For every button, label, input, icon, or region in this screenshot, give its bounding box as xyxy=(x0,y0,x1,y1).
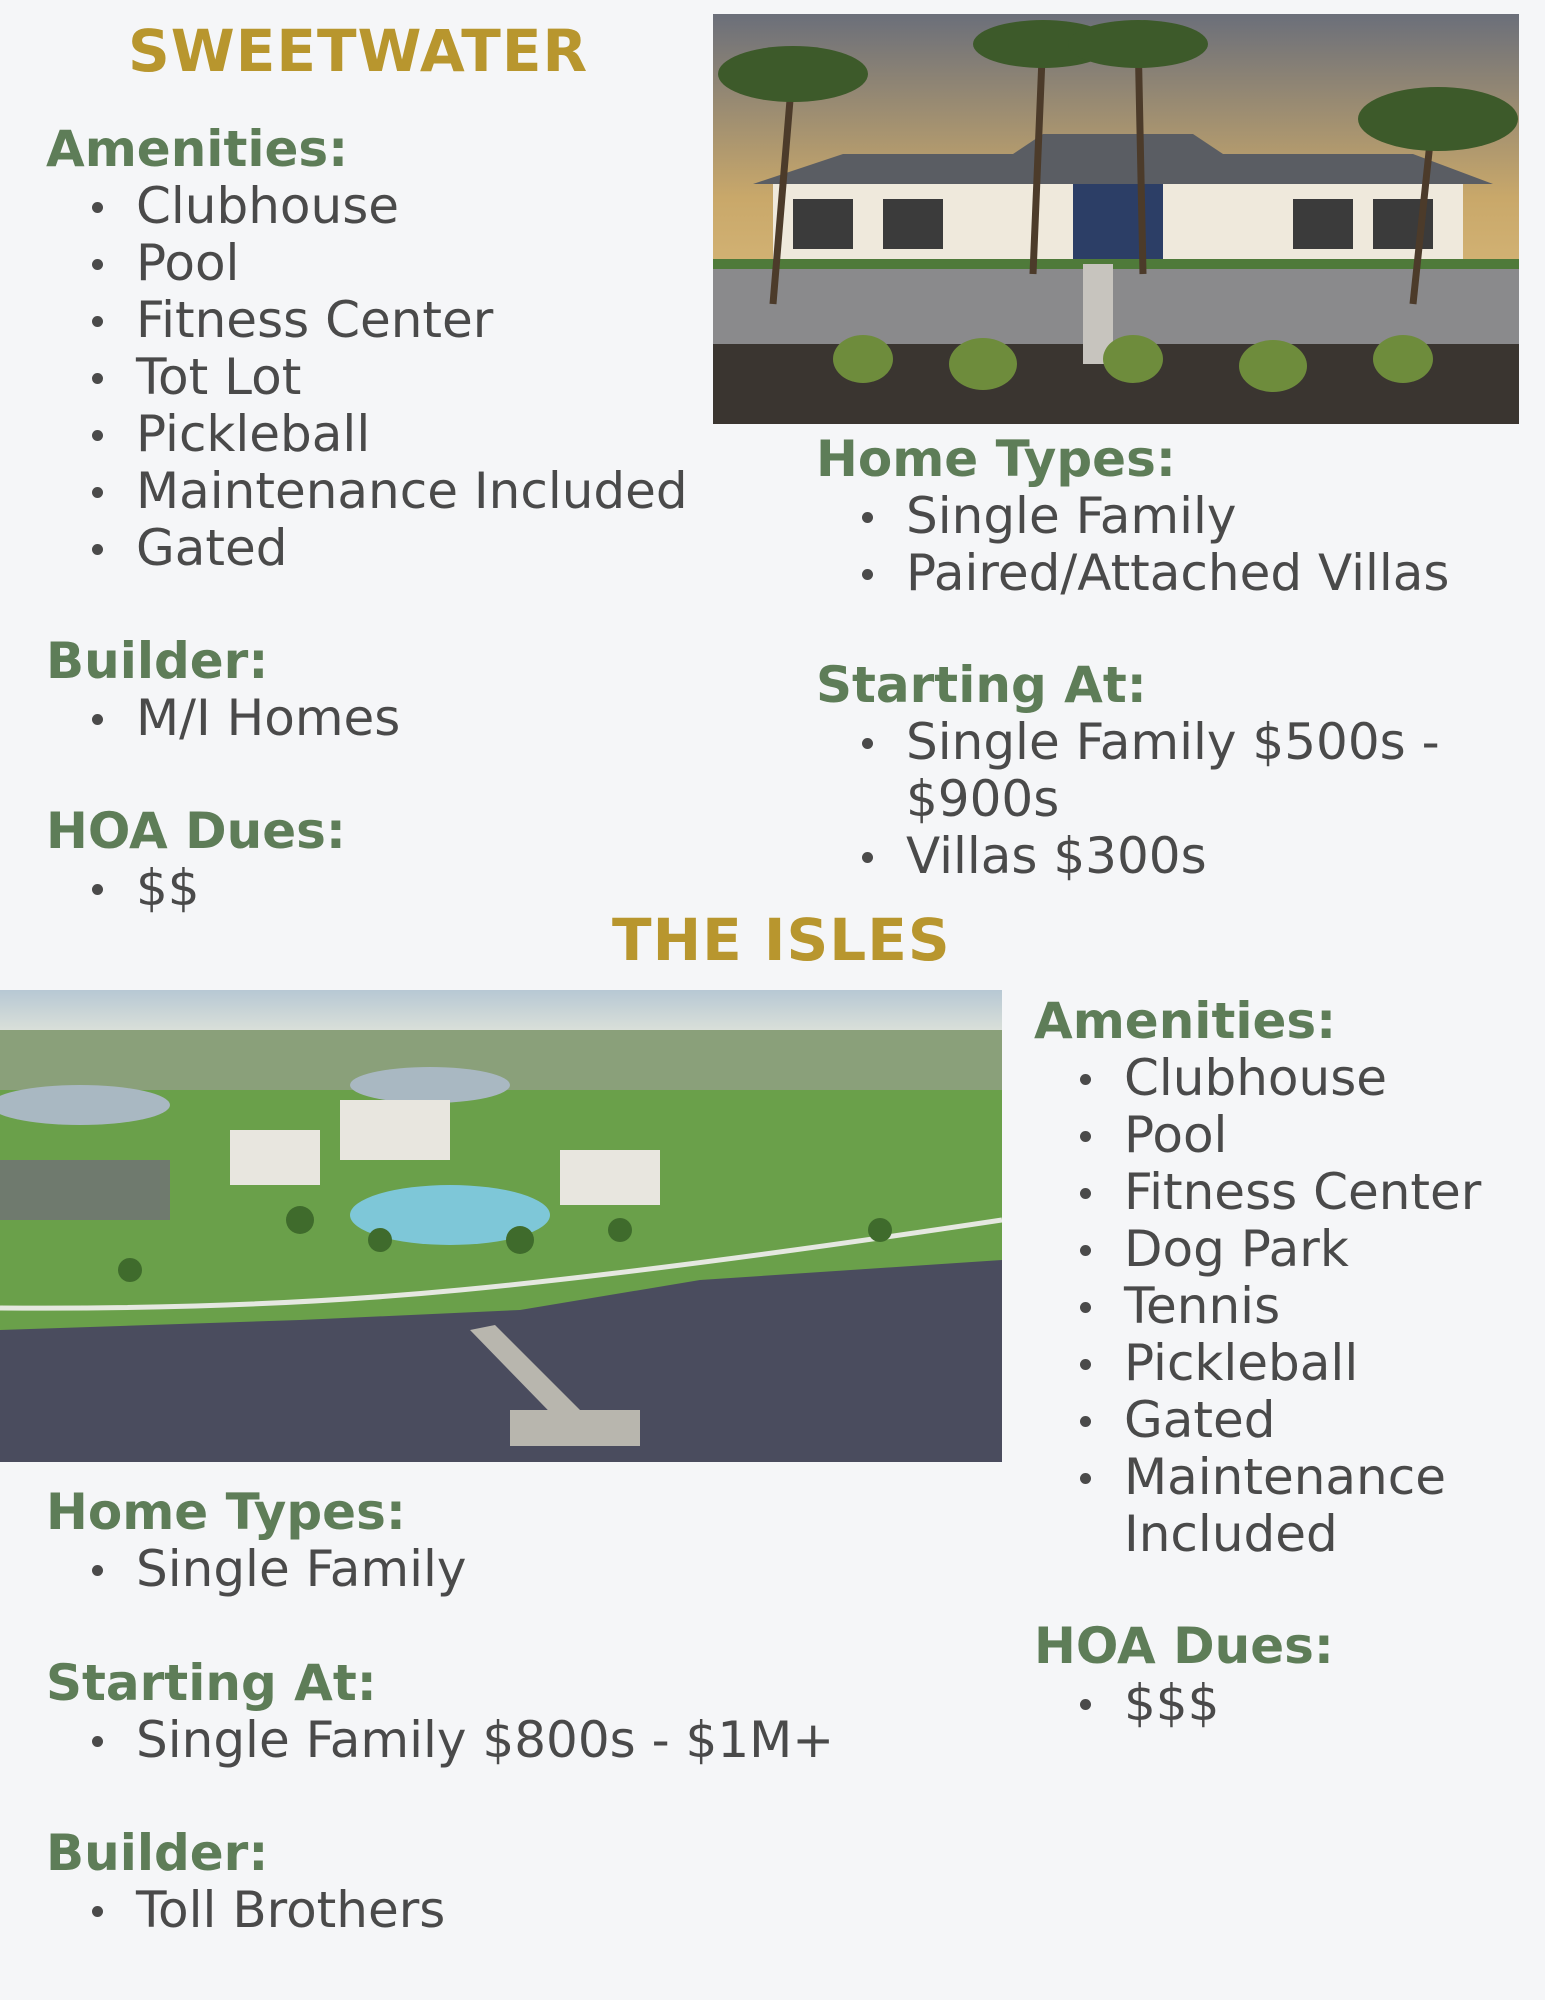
list-item: Clubhouse xyxy=(1034,1050,1534,1107)
list-item: Paired/Attached Villas xyxy=(816,545,1449,602)
sweetwater-amenities xyxy=(46,120,688,577)
list-item: Maintenance Included xyxy=(46,463,688,520)
sweetwater-home-types-list xyxy=(816,488,1449,602)
sweetwater-starting-at-heading: Starting At: xyxy=(816,656,1147,714)
clubhouse-image xyxy=(713,14,1519,424)
list-item: Pool xyxy=(46,235,688,292)
list-item: Clubhouse xyxy=(46,178,688,235)
isles-home-types-list xyxy=(46,1541,467,1598)
isles-aerial-photo xyxy=(0,990,1002,1462)
sweetwater-home-types xyxy=(816,430,1449,602)
isles-hoa xyxy=(1034,1617,1334,1732)
list-item: Fitness Center xyxy=(1034,1164,1534,1221)
list-item: Dog Park xyxy=(1034,1221,1534,1278)
list-item: Pool xyxy=(1034,1107,1534,1164)
list-item: $$$ xyxy=(1034,1675,1334,1732)
sweetwater-starting-at-list xyxy=(816,714,1516,885)
isles-starting-at-list xyxy=(46,1712,834,1769)
isles-builder-heading: Builder: xyxy=(46,1824,269,1882)
isles-hoa-list xyxy=(1034,1675,1334,1732)
isles-starting-at-heading: Starting At: xyxy=(46,1654,377,1712)
isles-home-types xyxy=(46,1483,467,1598)
sweetwater-hoa xyxy=(46,802,346,917)
list-item: Single Family $800s - $1M+ xyxy=(46,1712,834,1769)
isles-amenities xyxy=(1034,992,1534,1563)
isles-amenities-list xyxy=(1034,1050,1534,1563)
isles-builder-list xyxy=(46,1882,445,1939)
isles-starting-at xyxy=(46,1654,834,1769)
list-item: Toll Brothers xyxy=(46,1882,445,1939)
sweetwater-title: SWEETWATER xyxy=(128,17,589,85)
isles-home-types-heading: Home Types: xyxy=(46,1483,406,1541)
sweetwater-hoa-heading: HOA Dues: xyxy=(46,802,346,860)
list-item: Tot Lot xyxy=(46,349,688,406)
list-item: Pickleball xyxy=(46,406,688,463)
isles-title: THE ISLES xyxy=(612,906,951,974)
list-item: Villas $300s xyxy=(816,828,1516,885)
aerial-image xyxy=(0,990,1002,1462)
sweetwater-amenities-heading: Amenities: xyxy=(46,120,349,178)
sweetwater-builder-heading: Builder: xyxy=(46,632,269,690)
list-item: Maintenance Included xyxy=(1034,1449,1534,1563)
list-item: $$ xyxy=(46,860,346,917)
sweetwater-hoa-list xyxy=(46,860,346,917)
list-item: Fitness Center xyxy=(46,292,688,349)
list-item: Tennis xyxy=(1034,1278,1534,1335)
list-item: M/I Homes xyxy=(46,690,400,747)
sweetwater-builder xyxy=(46,632,400,747)
list-item: Single Family xyxy=(816,488,1449,545)
isles-amenities-heading: Amenities: xyxy=(1034,992,1337,1050)
isles-builder xyxy=(46,1824,445,1939)
list-item: Single Family xyxy=(46,1541,467,1598)
list-item: Single Family $500s - $900s xyxy=(816,714,1516,828)
sweetwater-amenities-list xyxy=(46,178,688,577)
list-item: Pickleball xyxy=(1034,1335,1534,1392)
list-item: Gated xyxy=(46,520,688,577)
sweetwater-home-types-heading: Home Types: xyxy=(816,430,1176,488)
sweetwater-clubhouse-photo xyxy=(713,14,1519,424)
list-item: Gated xyxy=(1034,1392,1534,1449)
sweetwater-starting-at xyxy=(816,656,1516,885)
sweetwater-builder-list xyxy=(46,690,400,747)
isles-hoa-heading: HOA Dues: xyxy=(1034,1617,1334,1675)
